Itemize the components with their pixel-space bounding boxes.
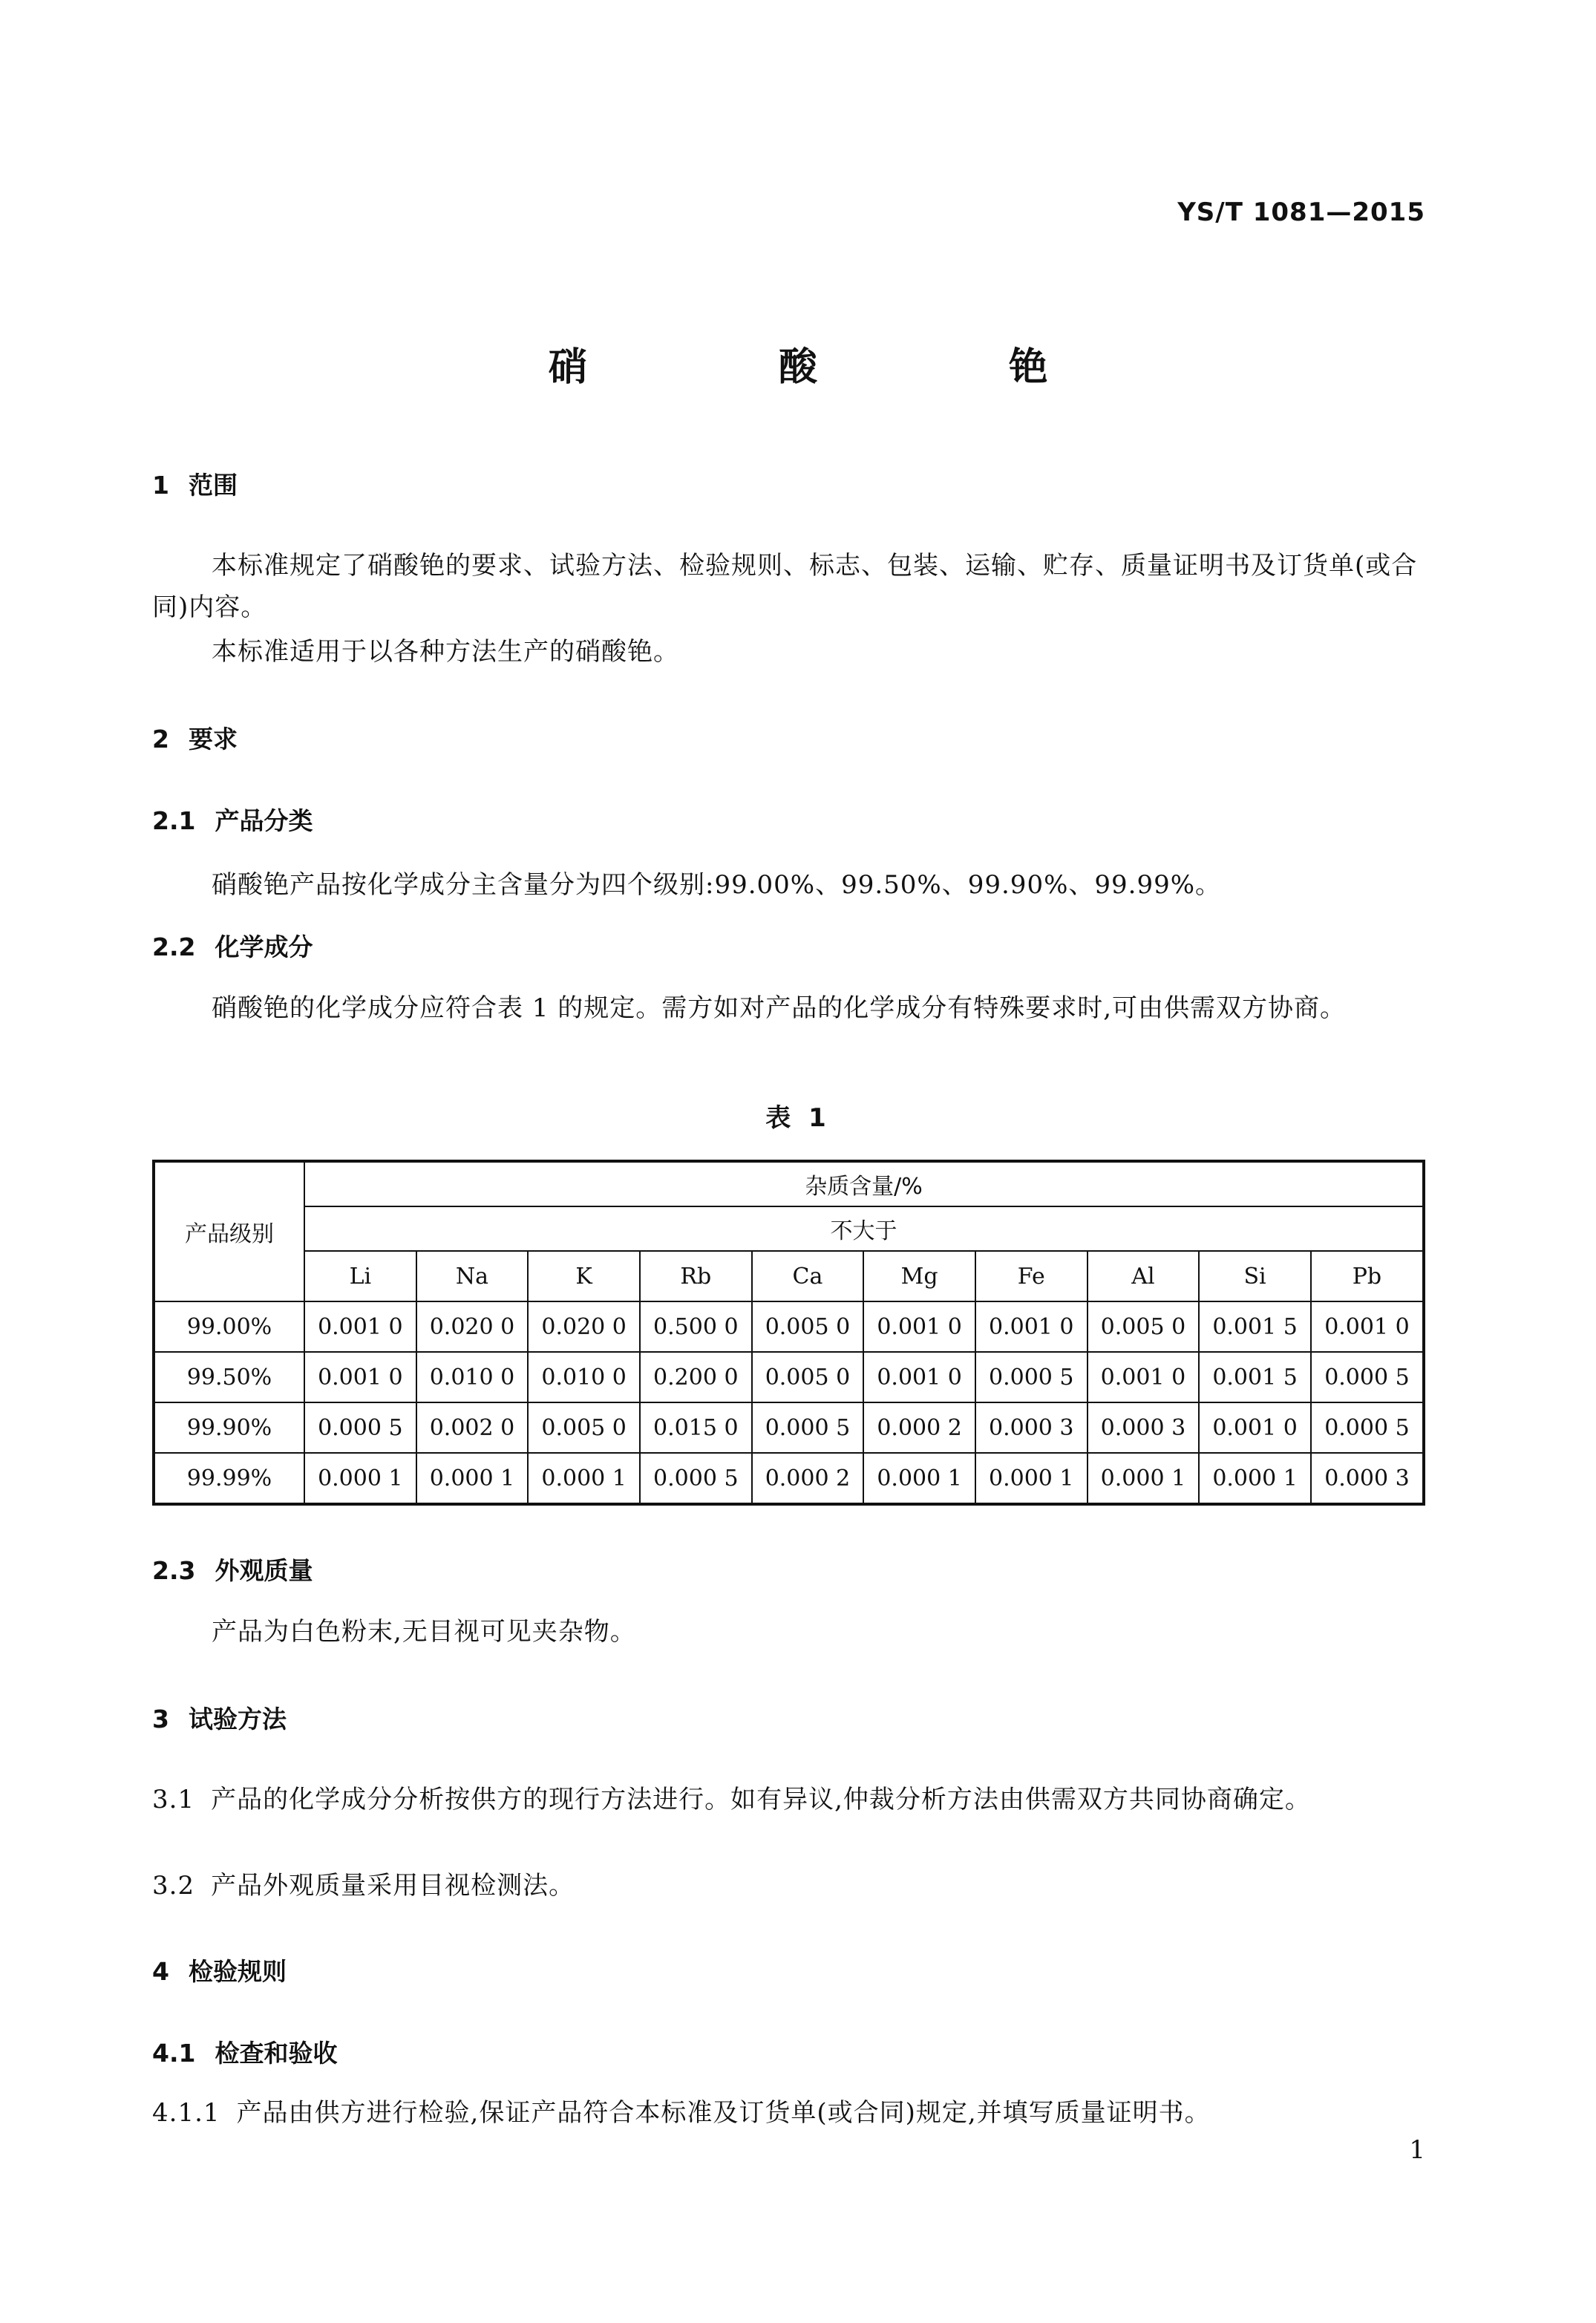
section-number: 1 <box>152 471 169 500</box>
value-cell-al: 0.000 3 <box>1088 1402 1200 1453</box>
section-3-heading: 3 试验方法 <box>152 1705 287 1734</box>
section-1-paragraph-1: 本标准规定了硝酸铯的要求、试验方法、检验规则、标志、包装、运输、贮存、质量证明书及订货单(或合同)内容。 <box>152 551 1418 622</box>
value-cell-mg: 0.000 1 <box>863 1453 975 1504</box>
value-cell-rb: 0.000 5 <box>640 1453 752 1504</box>
value-cell-rb: 0.500 0 <box>640 1301 752 1352</box>
element-header-si: Si <box>1199 1251 1311 1301</box>
value-cell-li: 0.001 0 <box>304 1301 416 1352</box>
section-4-1-1-paragraph: 4.1.1 产品由供方进行检验,保证产品符合本标准及订货单(或合同)规定,并填写质量证明书。 <box>152 2098 1211 2128</box>
value-cell-fe: 0.001 0 <box>975 1301 1088 1352</box>
table-row <box>154 1352 1424 1402</box>
value-cell-si: 0.000 1 <box>1199 1453 1311 1504</box>
section-2-2-paragraph: 硝酸铯的化学成分应符合表 1 的规定。需方如对产品的化学成分有特殊要求时,可由供需双方协商。 <box>212 993 1347 1023</box>
value-cell-na: 0.010 0 <box>416 1352 529 1402</box>
table-caption: 表 1 <box>765 1103 831 1133</box>
value-cell-al: 0.000 1 <box>1088 1453 1200 1504</box>
document-title: 硝 酸 铯 <box>548 345 1137 390</box>
element-header-fe: Fe <box>975 1251 1088 1301</box>
section-title: 范围 <box>188 471 238 500</box>
element-header-k: K <box>528 1251 640 1301</box>
element-header-al: Al <box>1088 1251 1200 1301</box>
value-cell-k: 0.000 1 <box>528 1453 640 1504</box>
section-1-heading <box>152 466 238 501</box>
page-number: 1 <box>1409 2135 1425 2165</box>
value-cell-fe: 0.000 1 <box>975 1453 1088 1504</box>
value-cell-ca: 0.005 0 <box>752 1301 864 1352</box>
value-cell-al: 0.001 0 <box>1088 1352 1200 1402</box>
table-row <box>154 1402 1424 1453</box>
element-header-row <box>154 1251 1424 1301</box>
value-cell-al: 0.005 0 <box>1088 1301 1200 1352</box>
value-cell-k: 0.010 0 <box>528 1352 640 1402</box>
section-2-1-paragraph: 硝酸铯产品按化学成分主含量分为四个级别:99.00%、99.50%、99.90%、99.99%。 <box>212 870 1222 900</box>
value-cell-pb: 0.001 0 <box>1311 1301 1424 1352</box>
grade-cell: 99.50% <box>154 1352 304 1402</box>
value-cell-k: 0.020 0 <box>528 1301 640 1352</box>
impurity-table <box>152 1160 1425 1506</box>
clause-number: 4.1.1 <box>152 2098 220 2128</box>
element-header-pb: Pb <box>1311 1251 1424 1301</box>
section-1-paragraph-2: 本标准适用于以各种方法生产的硝酸铯。 <box>212 637 679 667</box>
section-2-3-heading: 2.3 外观质量 <box>152 1556 313 1585</box>
section-2-heading: 2 要求 <box>152 725 238 754</box>
clause-number: 3.1 <box>152 1785 195 1814</box>
standard-code: YS/T 1081—2015 <box>1177 197 1425 227</box>
value-cell-si: 0.001 5 <box>1199 1352 1311 1402</box>
element-header-mg: Mg <box>863 1251 975 1301</box>
value-cell-li: 0.001 0 <box>304 1352 416 1402</box>
value-cell-k: 0.005 0 <box>528 1402 640 1453</box>
value-cell-na: 0.002 0 <box>416 1402 529 1453</box>
value-cell-ca: 0.005 0 <box>752 1352 864 1402</box>
grade-cell: 99.99% <box>154 1453 304 1504</box>
grade-cell: 99.90% <box>154 1402 304 1453</box>
table-row <box>154 1301 1424 1352</box>
value-cell-si: 0.001 5 <box>1199 1301 1311 1352</box>
value-cell-li: 0.000 1 <box>304 1453 416 1504</box>
section-4-heading: 4 检验规则 <box>152 1957 287 1986</box>
value-cell-fe: 0.000 5 <box>975 1352 1088 1402</box>
element-header-ca: Ca <box>752 1251 864 1301</box>
element-header-li: Li <box>304 1251 416 1301</box>
value-cell-pb: 0.000 5 <box>1311 1352 1424 1402</box>
value-cell-na: 0.020 0 <box>416 1301 529 1352</box>
value-cell-mg: 0.001 0 <box>863 1301 975 1352</box>
value-cell-pb: 0.000 3 <box>1311 1453 1424 1504</box>
value-cell-ca: 0.000 2 <box>752 1453 864 1504</box>
section-2-1-heading: 2.1 产品分类 <box>152 806 313 835</box>
value-cell-rb: 0.200 0 <box>640 1352 752 1402</box>
value-cell-fe: 0.000 3 <box>975 1402 1088 1453</box>
section-2-2-heading: 2.2 化学成分 <box>152 932 313 961</box>
element-header-na: Na <box>416 1251 529 1301</box>
value-cell-mg: 0.000 2 <box>863 1402 975 1453</box>
value-cell-pb: 0.000 5 <box>1311 1402 1424 1453</box>
table-body <box>154 1301 1424 1504</box>
grade-header: 产品级别 <box>154 1161 304 1301</box>
clause-number: 3.2 <box>152 1871 195 1901</box>
section-4-1-heading: 4.1 检查和验收 <box>152 2039 338 2068</box>
section-3-2-paragraph: 3.2 产品外观质量采用目视检测法。 <box>152 1871 575 1901</box>
impurity-subheader: 不大于 <box>304 1206 1424 1251</box>
value-cell-li: 0.000 5 <box>304 1402 416 1453</box>
value-cell-ca: 0.000 5 <box>752 1402 864 1453</box>
table-row <box>154 1453 1424 1504</box>
impurity-header: 杂质含量/% <box>304 1161 1424 1206</box>
value-cell-na: 0.000 1 <box>416 1453 529 1504</box>
section-3-1-paragraph: 3.1 产品的化学成分分析按供方的现行方法进行。如有异议,仲裁分析方法由供需双方共同协商确定。 <box>152 1785 1311 1814</box>
section-2-3-paragraph: 产品为白色粉末,无目视可见夹杂物。 <box>212 1617 636 1647</box>
value-cell-mg: 0.001 0 <box>863 1352 975 1402</box>
grade-cell: 99.00% <box>154 1301 304 1352</box>
value-cell-si: 0.001 0 <box>1199 1402 1311 1453</box>
element-header-rb: Rb <box>640 1251 752 1301</box>
value-cell-rb: 0.015 0 <box>640 1402 752 1453</box>
